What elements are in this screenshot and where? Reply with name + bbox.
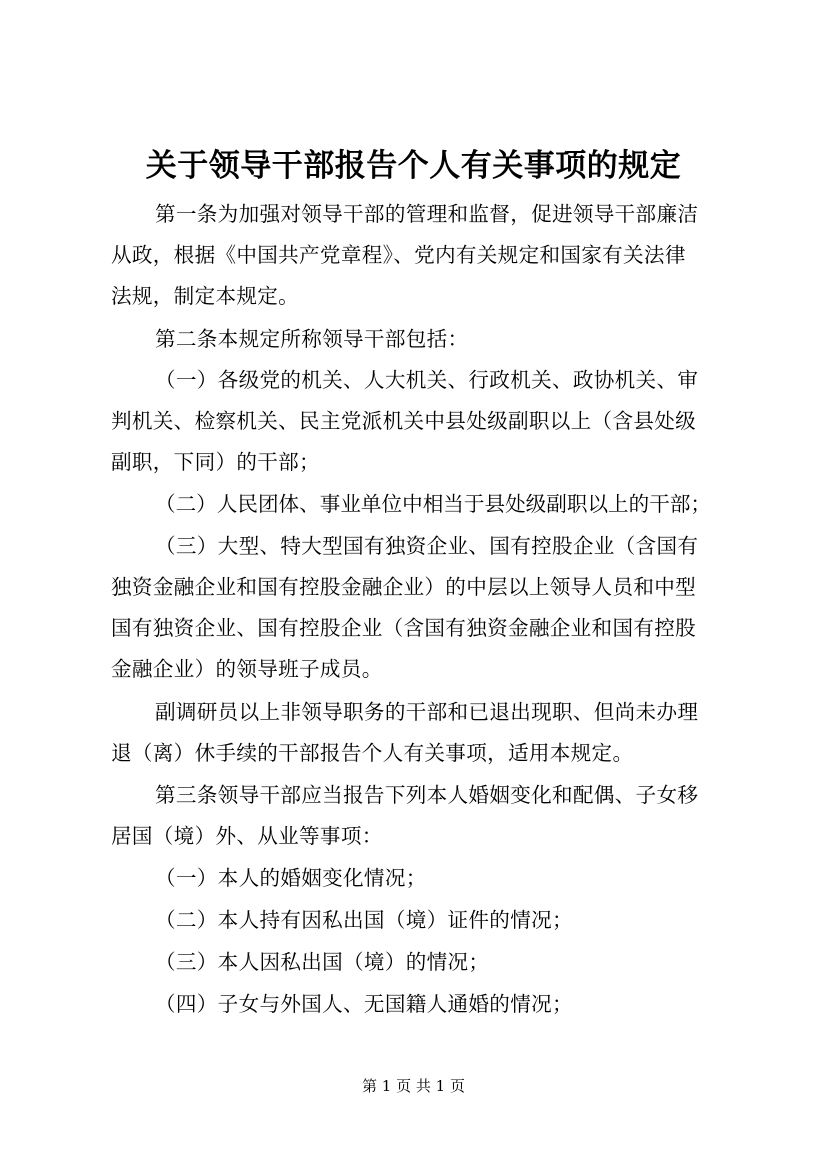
body-line: 判机关、检察机关、民主党派机关中县处级副职以上（含县处级 [111, 409, 697, 433]
page-number: 第 1 页 共 1 页 [362, 1077, 465, 1095]
body-line: 国有独资企业、国有控股企业（含国有独资金融企业和国有控股 [111, 616, 697, 640]
body-line: （二）人民团体、事业单位中相当于县处级副职以上的干部； [155, 492, 712, 516]
document-title: 关于领导干部报告个人有关事项的规定 [145, 148, 682, 184]
body-line: （一）各级党的机关、人大机关、行政机关、政协机关、审 [155, 368, 699, 392]
body-line: （三）大型、特大型国有独资企业、国有控股企业（含国有 [155, 534, 699, 558]
body-line: （三）本人因私出国（境）的情况； [155, 950, 490, 974]
body-line: 独资金融企业和国有控股金融企业）的中层以上领导人员和中型 [111, 575, 697, 599]
body-line: 退（离）休手续的干部报告个人有关事项，适用本规定。 [111, 741, 634, 765]
body-line: 第三条领导干部应当报告下列本人婚姻变化和配偶、子女移 [155, 783, 699, 807]
body-line: （四）子女与外国人、无国籍人通婚的情况； [155, 992, 573, 1016]
body-line: （一）本人的婚姻变化情况； [155, 866, 427, 890]
body-line: 副调研员以上非领导职务的干部和已退出现职、但尚未办理 [155, 700, 699, 724]
body-line: 居国（境）外、从业等事项： [111, 824, 383, 848]
body-line: 第二条本规定所称领导干部包括： [155, 327, 469, 351]
body-line: 法规，制定本规定。 [111, 284, 300, 308]
body-line: （二）本人持有因私出国（境）证件的情况； [155, 908, 573, 932]
body-line: 第一条为加强对领导干部的管理和监督，促进领导干部廉洁 [155, 202, 699, 226]
body-line: 副职，下同）的干部； [111, 450, 320, 474]
body-line: 金融企业）的领导班子成员。 [111, 657, 383, 681]
body-line: 从政，根据《中国共产党章程》、党内有关规定和国家有关法律 [111, 243, 686, 267]
